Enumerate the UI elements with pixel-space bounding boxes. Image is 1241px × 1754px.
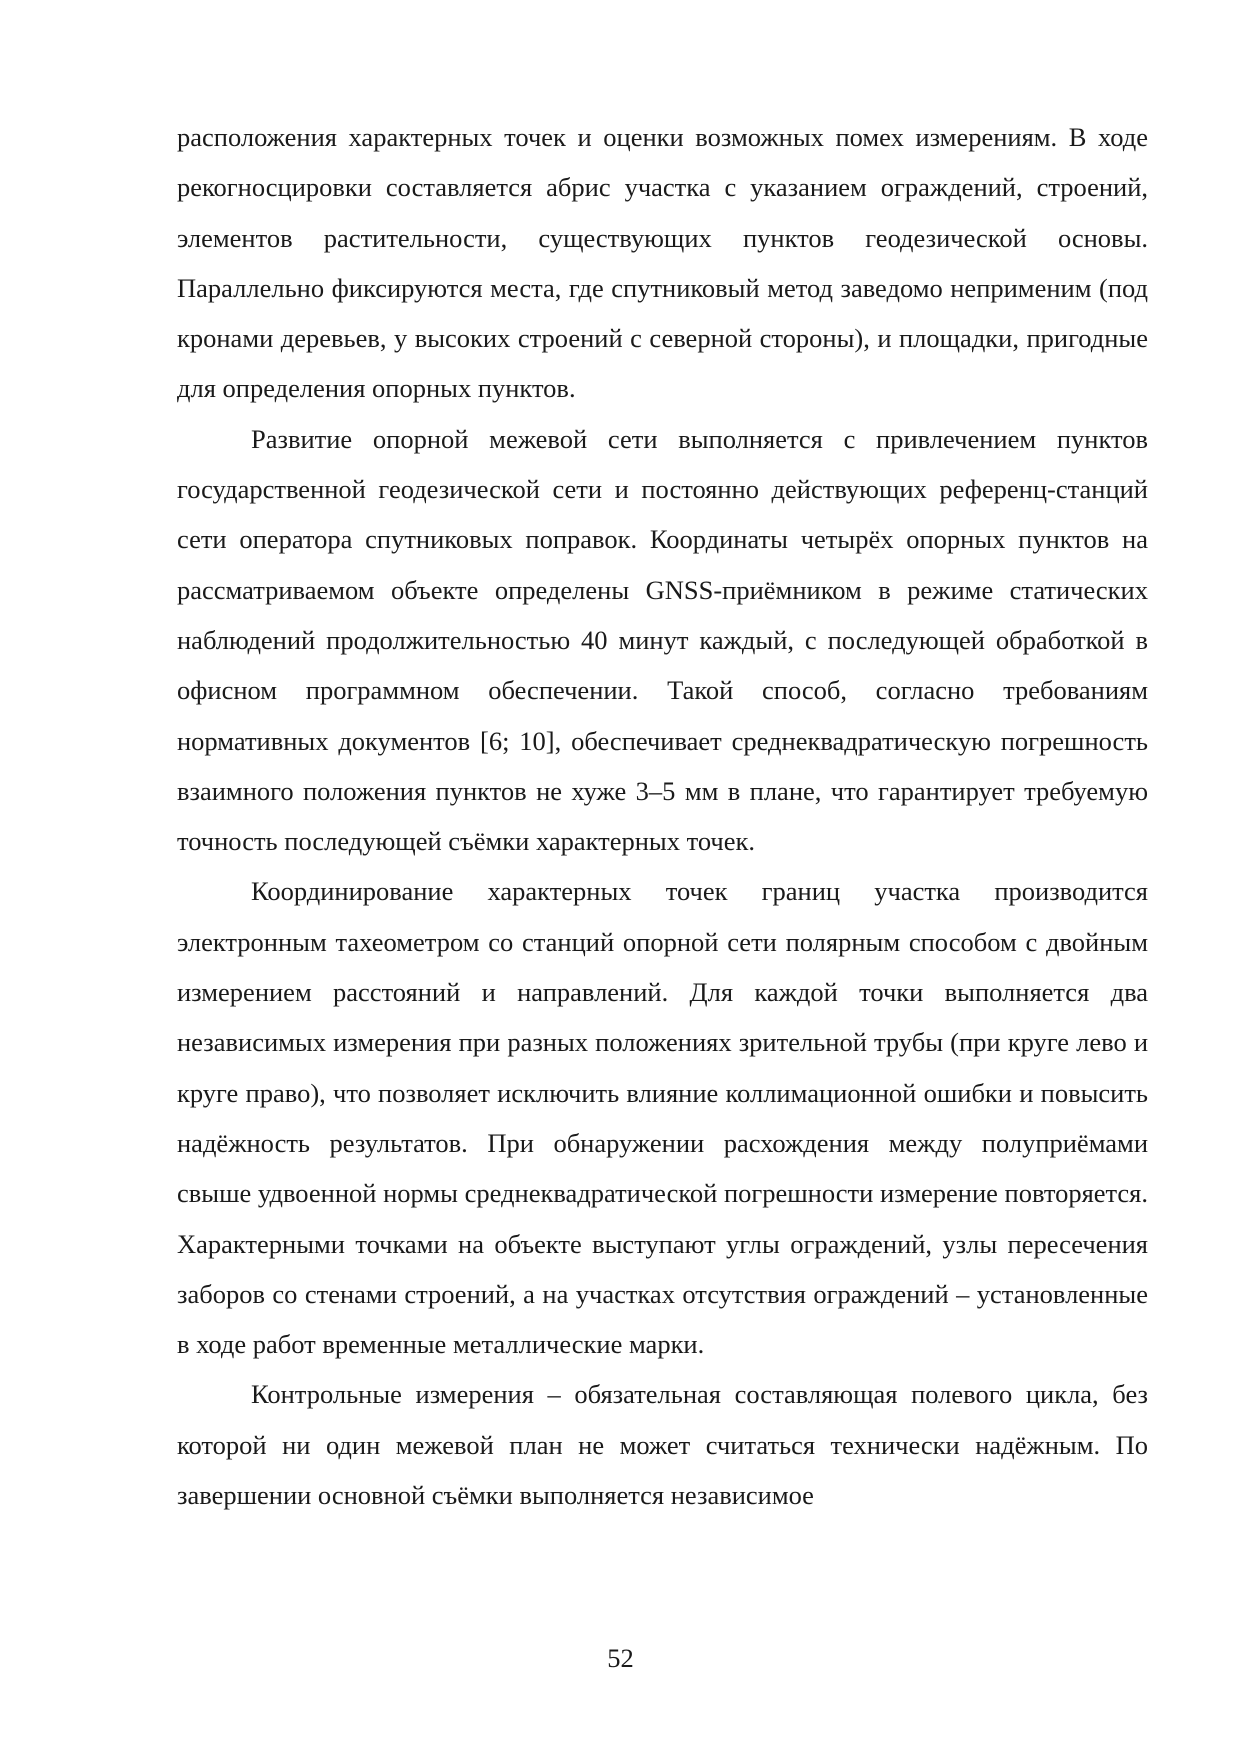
paragraph-reference-network: Развитие опорной межевой сети выполняется с привлечением пунктов государственной геодезической сети и постоянно действующих референц-станций сети оператора спутниковых поправок. Координаты четырёх опорных пунктов на рассматриваемом объекте определены GNSS-приёмником в режиме статических наблюдений продолжительностью 40 минут каждый, с последующей обработкой в офисном программном обеспечении. Такой способ, согласно требованиям нормативных документов [6; 10], обеспечивает среднеквадратическую погрешность взаимного положения пунктов не хуже 3–5 мм в плане, что гарантирует требуемую точность последующей съёмки характерных точек. xyxy=(177,423,1148,857)
paragraph-control-measurements: Контрольные измерения – обязательная составляющая полевого цикла, без которой ни один межевой план не может считаться технически надёжным. По завершении основной съёмки выполняется независимое xyxy=(177,1379,1148,1511)
text-body xyxy=(177,112,1148,1520)
paragraph-continued: расположения характерных точек и оценки возможных помех измерениям. В ходе рекогносцировки составляется абрис участка с указанием ограждений, строений, элементов растительности, существующих пунктов геодезической основы. Параллельно фиксируются места, где спутниковый метод заведомо неприменим (под кронами деревьев, у высоких строений с северной стороны), и площадки, пригодные для определения опорных пунктов. xyxy=(177,122,1148,404)
paragraph-boundary-points: Координирование характерных точек границ участка производится электронным тахеометром со станций опорной сети полярным способом с двойным измерением расстояний и направлений. Для каждой точки выполняется два независимых измерения при разных положениях зрительной трубы (при круге лево и круге право), что позволяет исключить влияние коллимационной ошибки и повысить надёжность результатов. При обнаружении расхождения между полуприёмами свыше удвоенной нормы среднеквадратической погрешности измерение повторяется. Характерными точками на объекте выступают углы ограждений, узлы пересечения заборов со стенами строений, а на участках отсутствия ограждений – установленные в ходе работ временные металлические марки. xyxy=(177,876,1148,1360)
page-number: 52 xyxy=(607,1643,634,1673)
